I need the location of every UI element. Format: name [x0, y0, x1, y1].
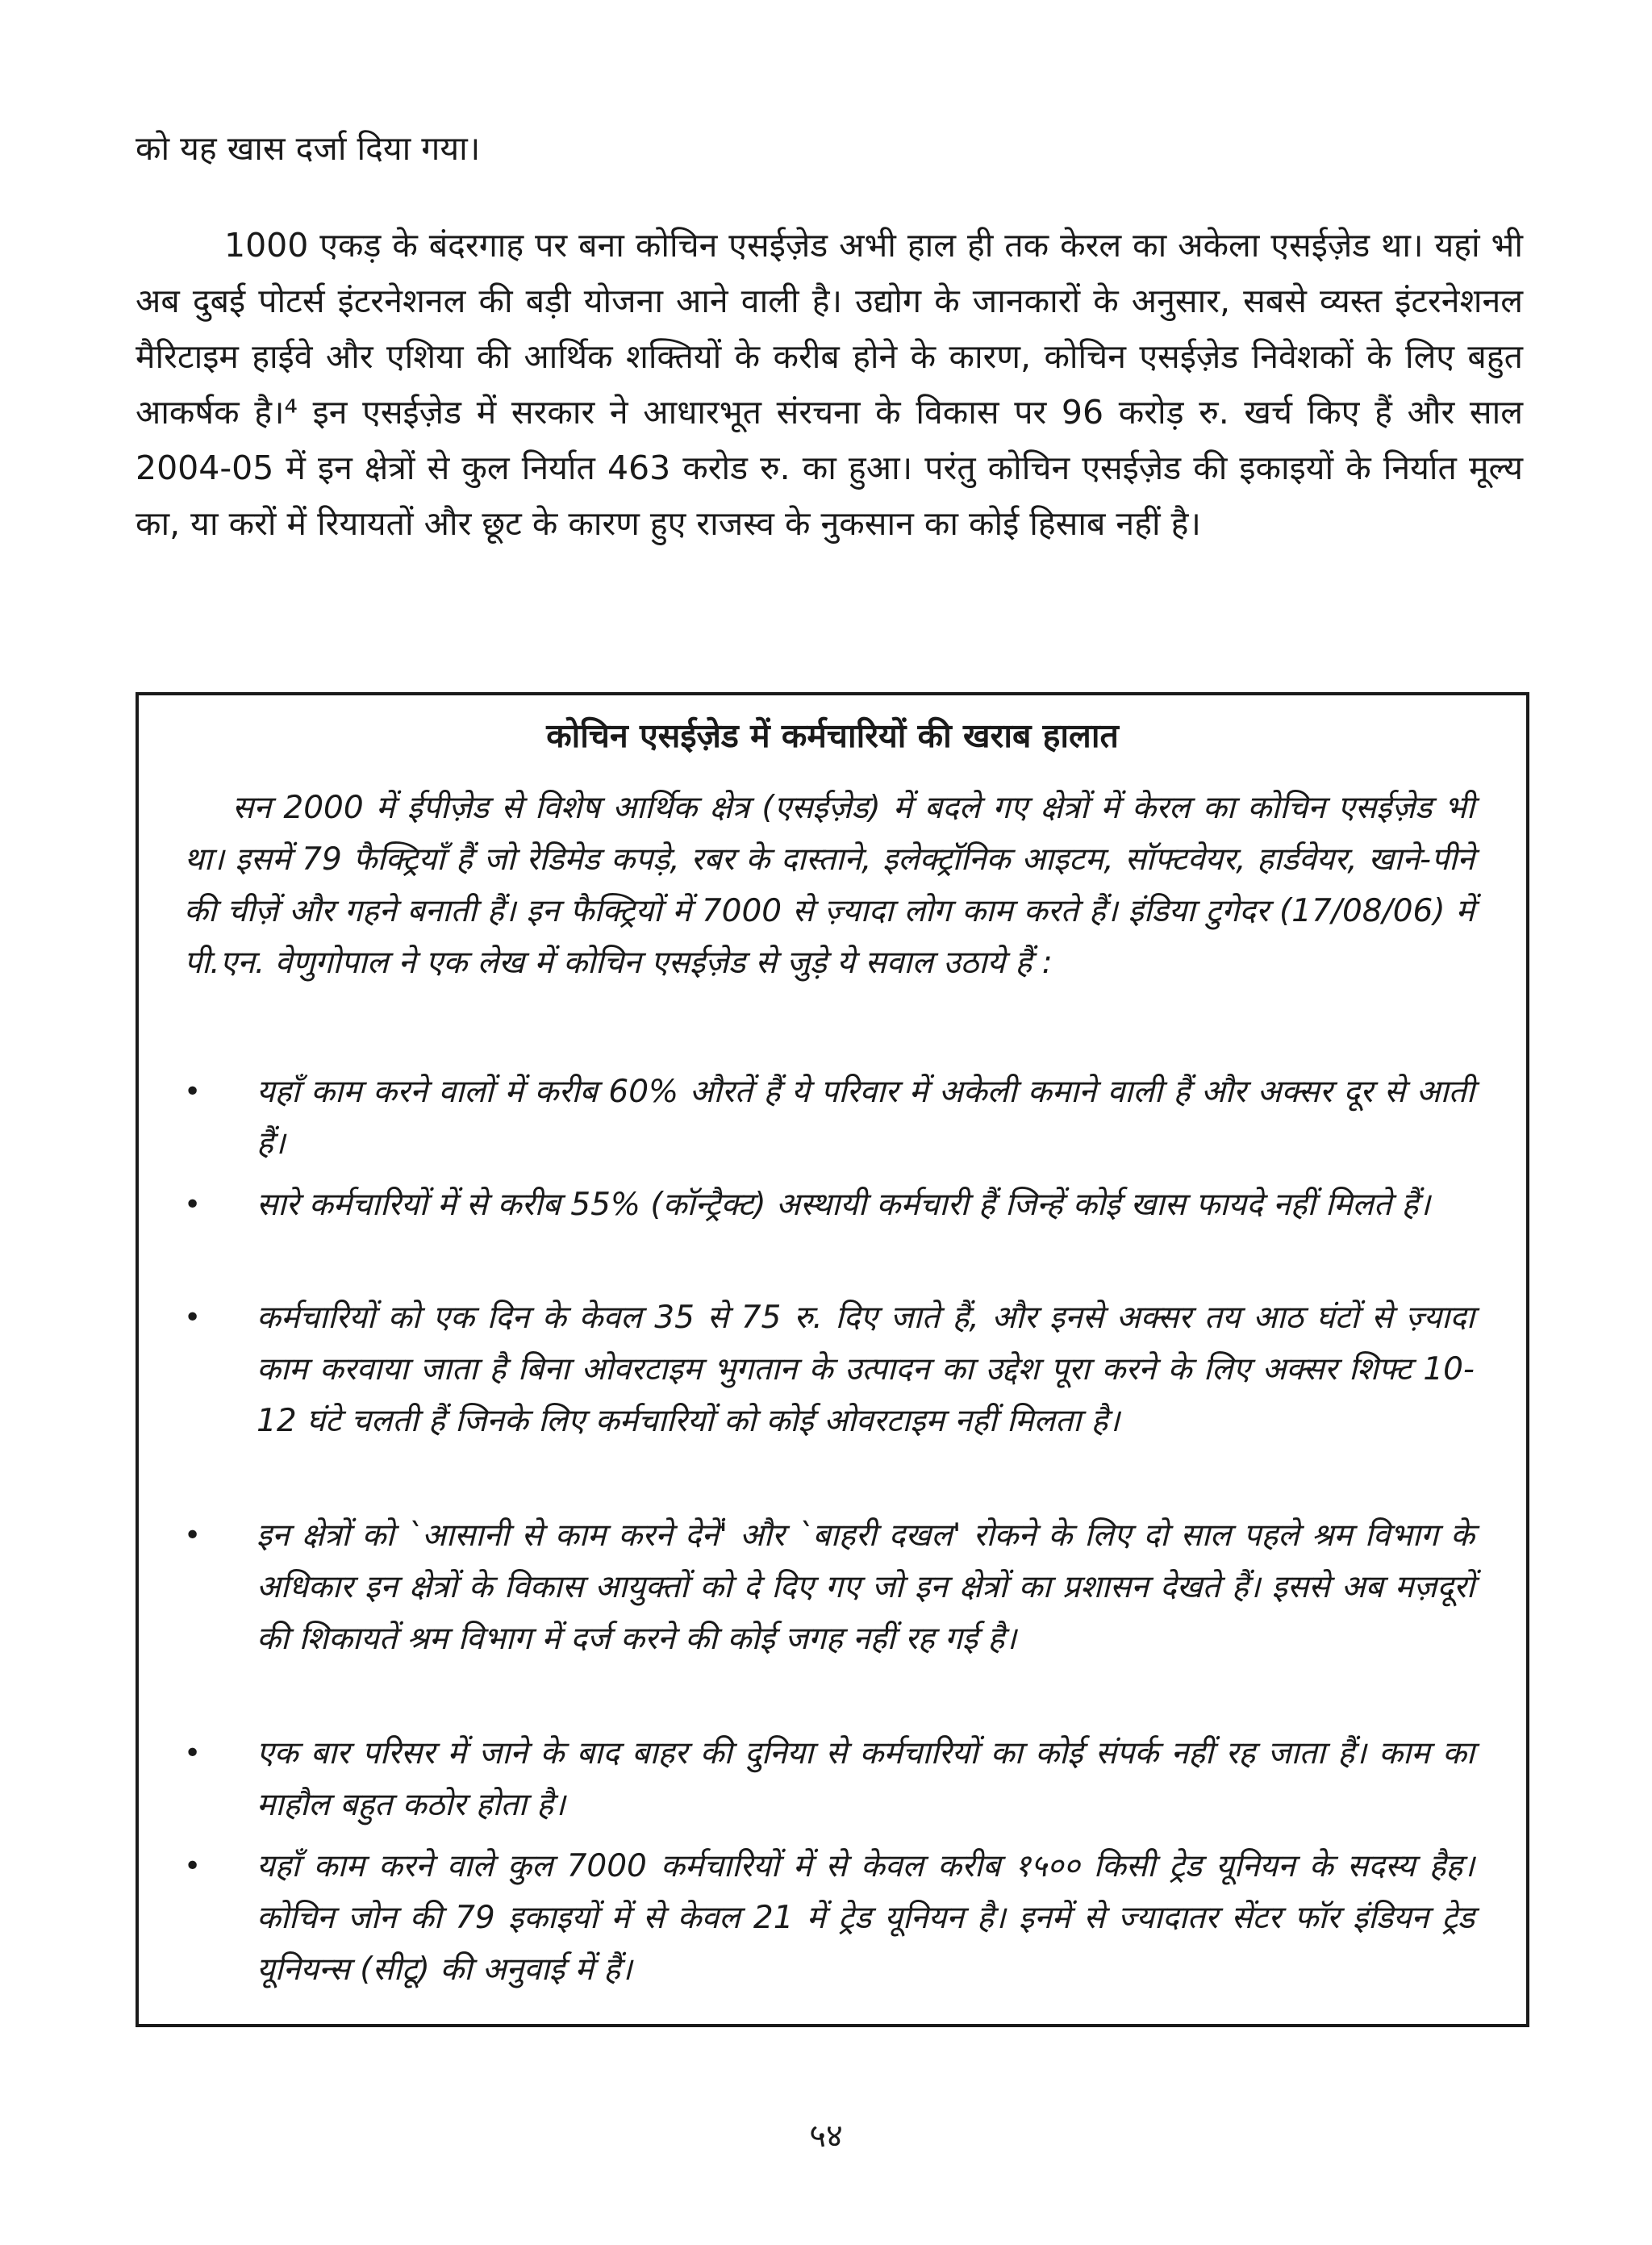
- bullet-text: यहाँ काम करने वाले कुल 7000 कर्मचारियों में से केवल करीब १५०० किसी ट्रेड यूनियन के सदस्य हैह। कोचिन जोन की 79 इकाइयों में से केवल 21 में ट्रेड यूनियन है। इनमें से ज्यादातर सेंटर फॉर इंडियन ट्रेड यूनियन्स (सीटू) की अनुवाई में हैं।: [257, 1848, 1475, 1988]
- bullet-text: एक बार परिसर में जाने के बाद बाहर की दुनिया से कर्मचारियों का कोई संपर्क नहीं रह जाता हैं। काम का माहौल बहुत कठोर होता है।: [257, 1735, 1475, 1823]
- box-title: कोचिन एसईज़ेड में कर्मचारियों की खराब हालात: [546, 716, 1119, 755]
- paragraph-continuation: को यह खास दर्जा दिया गया।: [136, 129, 481, 168]
- bullet-dot-icon: •: [184, 1850, 202, 1883]
- bullet-item: [184, 1066, 1475, 1170]
- bullet-item: [184, 1292, 1475, 1447]
- bullet-dot-icon: •: [184, 1737, 202, 1770]
- page-number: ५४: [809, 2118, 843, 2155]
- bullet-dot-icon: •: [184, 1075, 202, 1108]
- bullet-text: सारे कर्मचारियों में से करीब 55% (कॉन्ट्रैक्ट) अस्थायी कर्मचारी हैं जिन्हें कोई खास फायदे नहीं मिलते हैं।: [257, 1187, 1430, 1223]
- paragraph-cochin-sez: 1000 एकड़ के बंदरगाह पर बना कोचिन एसईज़ेड अभी हाल ही तक केरल का अकेला एसईज़ेड था। यहां भी अब दुबई पोटर्स इंटरनेशनल की बड़ी योजना आने वाली है। उद्योग के जानकारों के अनुसार, सबसे व्यस्त इंटरनेशनल मैरिटाइम हाईवे और एशिया की आर्थिक शक्तियों के करीब होने के कारण, कोचिन एसईज़ेड निवेशकों के लिए बहुत आकर्षक है।⁴ इन एसईज़ेड में सरकार ने आधारभूत संरचना के विकास पर 96 करोड़ रु. खर्च किए हैं और साल 2004-05 में इन क्षेत्रों से कुल निर्यात 463 करोड रु. का हुआ। परंतु कोचिन एसईज़ेड की इकाइयों के निर्यात मूल्य का, या करों में रियायतों और छूट के कारण हुए राजस्व के नुकसान का कोई हिसाब नहीं है।: [136, 226, 1523, 543]
- bullet-text: कर्मचारियों को एक दिन के केवल 35 से 75 रु. दिए जाते हैं, और इनसे अक्सर तय आठ घंटों से ज़्यादा काम करवाया जाता है बिना ओवरटाइम भुगतान के उत्पादन का उद्देश पूरा करने के लिए अक्सर शिफ्ट 10-12 घंटे चलती हैं जिनके लिए कर्मचारियों को कोई ओवरटाइम नहीं मिलता है।: [257, 1300, 1475, 1439]
- bullet-text: इन क्षेत्रों को `आसानी से काम करने देनें' और `बाहरी दखल' रोकने के लिए दो साल पहले श्रम विभाग के अधिकार इन क्षेत्रों के विकास आयुक्तों को दे दिए गए जो इन क्षेत्रों का प्रशासन देखते हैं। इससे अब मज़दूरों की शिकायतें श्रम विभाग में दर्ज करने की कोई जगह नहीं रह गई है।: [257, 1517, 1475, 1657]
- bullet-dot-icon: •: [184, 1188, 202, 1221]
- sidebar-box-worker-conditions: [136, 692, 1529, 2027]
- bullet-dot-icon: •: [184, 1519, 202, 1552]
- bullet-item: [184, 1179, 1475, 1231]
- box-intro-paragraph: सन 2000 में ईपीज़ेड से विशेष आर्थिक क्षेत्र (एसईज़ेड) में बदले गए क्षेत्रों में केरल का कोचिन एसईज़ेड भी था। इसमें 79 फैक्ट्रियाँ हैं जो रेडिमेड कपड़े, रबर के दास्ताने, इलेक्ट्रॉनिक आइटम, सॉफ्टवेयर, हार्डवेयर, खाने-पीने की चीज़ें और गहने बनाती हैं। इन फैक्ट्रियों में 7000 से ज़्यादा लोग काम करते हैं। इंडिया टुगेदर (17/08/06) में पी.एन. वेणुगोपाल ने एक लेख में कोचिन एसईज़ेड से जुड़े ये सवाल उठाये हैं :: [184, 790, 1475, 981]
- bullet-dot-icon: •: [184, 1301, 202, 1334]
- bullet-text: यहाँ काम करने वालों में करीब 60% औरतें हैं ये परिवार में अकेली कमाने वाली हैं और अक्सर दूर से आती हैं।: [257, 1074, 1475, 1162]
- bullet-item: [184, 1841, 1475, 1996]
- bullet-item: [184, 1728, 1475, 1831]
- bullet-item: [184, 1510, 1475, 1665]
